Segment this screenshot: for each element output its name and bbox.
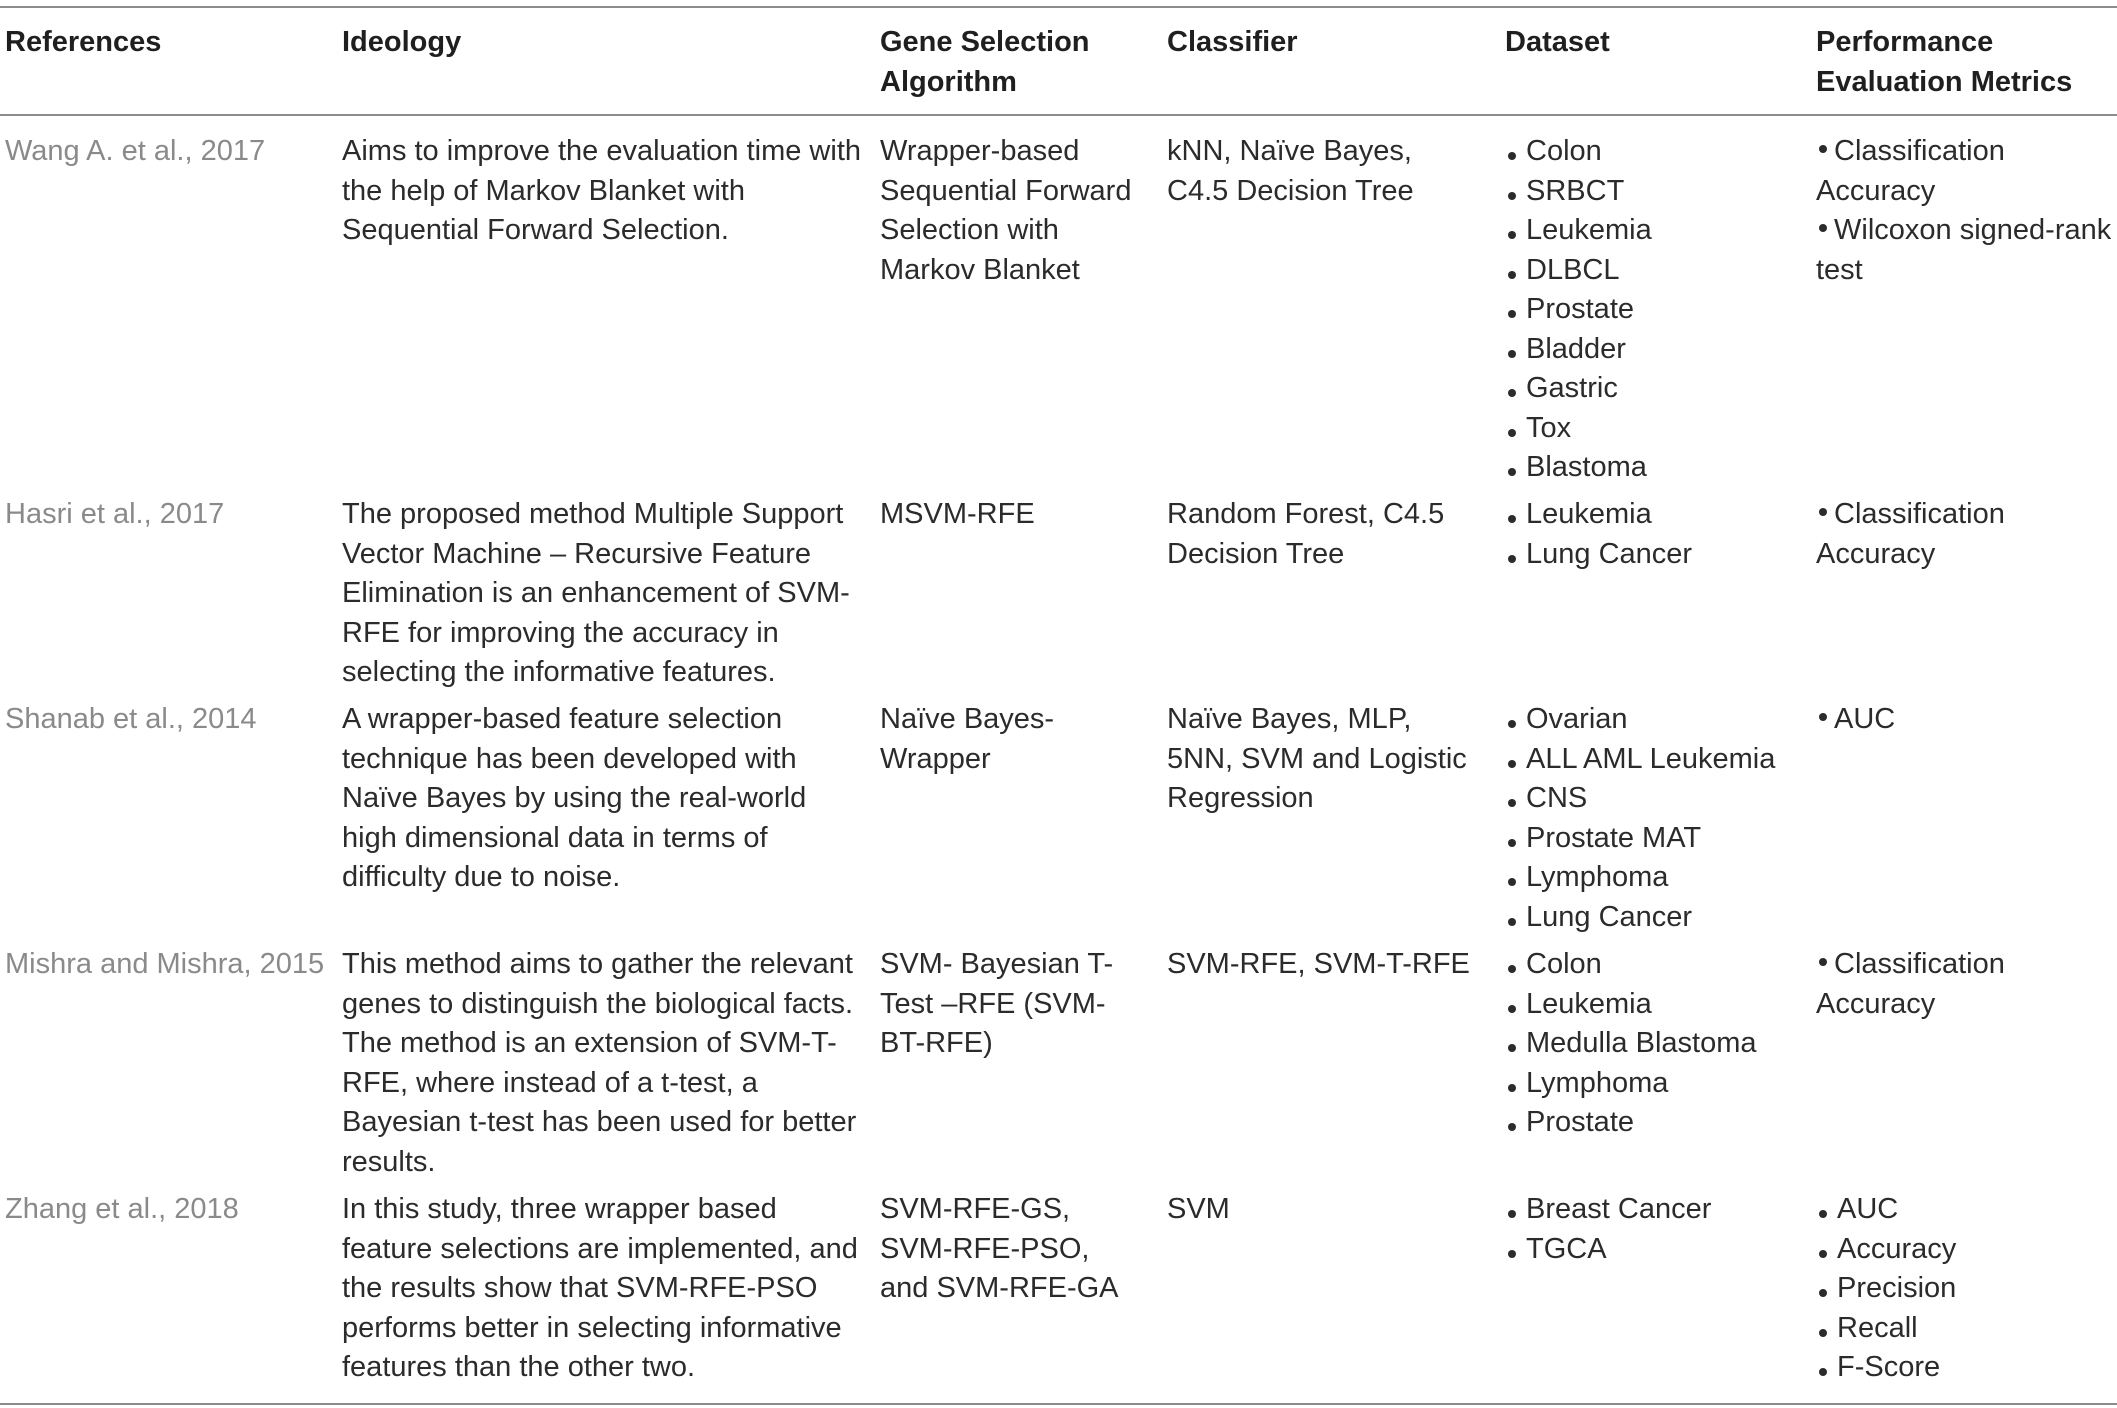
dataset-item: Prostate xyxy=(1505,1103,1805,1143)
header-gene-selection-algorithm: Gene Selection Algorithm xyxy=(880,26,1090,98)
metric-item: Recall xyxy=(1816,1309,2116,1349)
dataset-item: Leukemia xyxy=(1505,985,1805,1025)
reference-cell: Zhang et al., 2018 xyxy=(5,1193,239,1225)
metrics-list xyxy=(1816,132,2116,290)
algorithm-cell: Wrapper-based Sequential Forward Selection with Markov Blanket xyxy=(880,135,1132,286)
metric-item xyxy=(1816,945,2116,1024)
dataset-item: TGCA xyxy=(1505,1230,1805,1270)
metrics-list xyxy=(1816,700,2116,740)
algorithm-cell: SVM- Bayesian T-Test –RFE (SVM-BT-RFE) xyxy=(880,948,1114,1059)
bullet-icon xyxy=(1819,958,1827,966)
dataset-item: CNS xyxy=(1505,779,1805,819)
metrics-list xyxy=(1816,495,2116,574)
algorithm-cell: SVM-RFE-GS, SVM-RFE-PSO, and SVM-RFE-GA xyxy=(880,1193,1119,1304)
dataset-item: Gastric xyxy=(1505,369,1805,409)
dataset-item: Lung Cancer xyxy=(1505,898,1805,938)
ideology-cell: A wrapper-based feature selection technique has been developed with Naïve Bayes by using the real-world high dimensional data in terms of difficulty due to noise. xyxy=(342,703,807,893)
dataset-item: DLBCL xyxy=(1505,251,1805,291)
header-performance-evaluation-metrics: Performance Evaluation Metrics xyxy=(1816,26,2073,98)
header-ideology: Ideology xyxy=(342,26,462,58)
metrics-list xyxy=(1816,945,2116,1024)
dataset-item: ALL AML Leukemia xyxy=(1505,740,1805,780)
metric-item: Precision xyxy=(1816,1269,2116,1309)
ideology-cell: In this study, three wrapper based feature selections are implemented, and the results show that SVM-RFE-PSO performs better in selecting informative features than the other two. xyxy=(342,1193,858,1383)
dataset-item: Leukemia xyxy=(1505,211,1805,251)
bullet-icon xyxy=(1819,145,1827,153)
dataset-item: Colon xyxy=(1505,132,1805,172)
dataset-item: Colon xyxy=(1505,945,1805,985)
dataset-list xyxy=(1505,945,1805,1143)
metric-item: Accuracy xyxy=(1816,1230,2116,1270)
dataset-item: Leukemia xyxy=(1505,495,1805,535)
dataset-item: Breast Cancer xyxy=(1505,1190,1805,1230)
dataset-list xyxy=(1505,1190,1805,1269)
dataset-item: SRBCT xyxy=(1505,172,1805,212)
reference-cell: Wang A. et al., 2017 xyxy=(5,135,266,167)
table-top-rule xyxy=(0,6,2117,8)
dataset-item: Lymphoma xyxy=(1505,1064,1805,1104)
header-references: References xyxy=(5,26,162,58)
dataset-item: Prostate xyxy=(1505,290,1805,330)
metric-item xyxy=(1816,700,2116,740)
classifier-cell: Naïve Bayes, MLP, 5NN, SVM and Logistic Regression xyxy=(1167,703,1467,814)
classifier-cell: SVM-RFE, SVM-T-RFE xyxy=(1167,948,1470,980)
metric-text: Classification Accuracy xyxy=(1816,948,2005,1020)
ideology-cell: This method aims to gather the relevant genes to distinguish the biological facts. The method is an extension of SVM-T-RFE, where instead of a t-test, a Bayesian t-test has been used for better results. xyxy=(342,948,857,1178)
header-dataset: Dataset xyxy=(1505,26,1610,58)
table-header-row xyxy=(0,22,2117,102)
reference-cell: Shanab et al., 2014 xyxy=(5,703,257,735)
dataset-item: Prostate MAT xyxy=(1505,819,1805,859)
dataset-item: Lymphoma xyxy=(1505,858,1805,898)
classifier-cell: Random Forest, C4.5 Decision Tree xyxy=(1167,498,1445,570)
header-classifier: Classifier xyxy=(1167,26,1298,58)
dataset-item: Lung Cancer xyxy=(1505,535,1805,575)
dataset-item: Tox xyxy=(1505,409,1805,449)
dataset-item: Blastoma xyxy=(1505,448,1805,488)
classifier-cell: SVM xyxy=(1167,1193,1230,1225)
table-bottom-rule xyxy=(0,1403,2117,1405)
ideology-cell: Aims to improve the evaluation time with the help of Markov Blanket with Sequential Forward Selection. xyxy=(342,135,861,246)
bullet-icon xyxy=(1819,713,1827,721)
dataset-item: Ovarian xyxy=(1505,700,1805,740)
metrics-list xyxy=(1816,1190,2116,1388)
metric-text: AUC xyxy=(1834,703,1896,735)
classifier-cell: kNN, Naïve Bayes, C4.5 Decision Tree xyxy=(1167,135,1414,207)
bullet-icon xyxy=(1819,224,1827,232)
bullet-icon xyxy=(1819,508,1827,516)
metric-item xyxy=(1816,495,2116,574)
dataset-list xyxy=(1505,495,1805,574)
dataset-item: Medulla Blastoma xyxy=(1505,1024,1805,1064)
metric-text: Wilcoxon signed-rank test xyxy=(1816,214,2112,286)
dataset-item: Bladder xyxy=(1505,330,1805,370)
metric-text: Classification Accuracy xyxy=(1816,135,2005,207)
metric-item xyxy=(1816,132,2116,211)
table-header-rule xyxy=(0,114,2117,116)
metric-item: F-Score xyxy=(1816,1348,2116,1388)
algorithm-cell: MSVM-RFE xyxy=(880,498,1035,530)
reference-cell: Hasri et al., 2017 xyxy=(5,498,225,530)
metric-item xyxy=(1816,211,2116,290)
ideology-cell: The proposed method Multiple Support Vector Machine – Recursive Feature Elimination is an enhancement of SVM-RFE for improving the accuracy in selecting the informative features. xyxy=(342,498,850,688)
reference-cell: Mishra and Mishra, 2015 xyxy=(5,948,325,980)
metric-item: AUC xyxy=(1816,1190,2116,1230)
metric-text: Classification Accuracy xyxy=(1816,498,2005,570)
algorithm-cell: Naïve Bayes-Wrapper xyxy=(880,703,1055,775)
dataset-list xyxy=(1505,700,1805,937)
dataset-list xyxy=(1505,132,1805,488)
